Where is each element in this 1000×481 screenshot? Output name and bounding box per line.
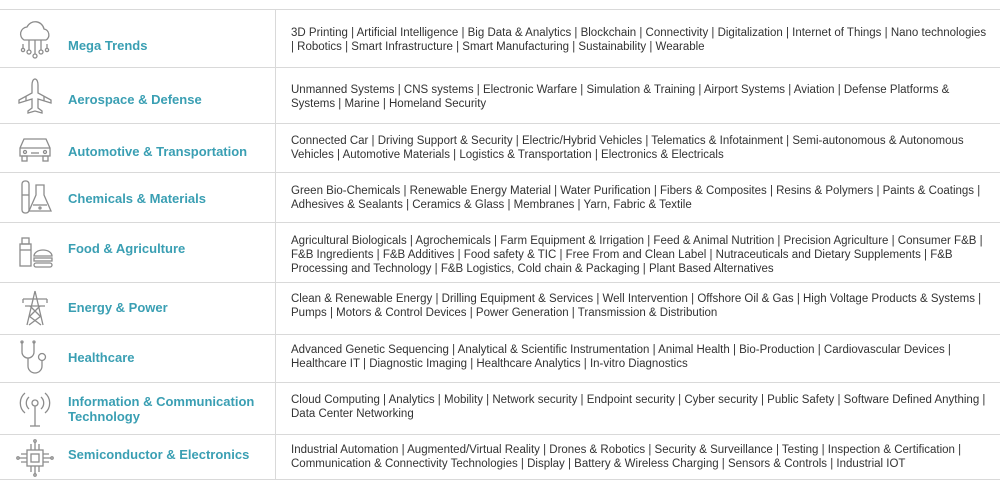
category-cell [0, 383, 276, 435]
category-label[interactable]: Food & Agriculture [68, 241, 186, 256]
category-description: Advanced Genetic Sequencing | Analytical & Scientific Instrumentation | Animal Health | Bio-Production | Cardiovascular Devices | Healthcare IT | Diagnostic Imaging | Healthcare Analytics | In-vitro Diagnostics [291, 344, 951, 370]
flask-icon [12, 175, 58, 221]
category-label[interactable]: Chemicals & Materials [68, 191, 207, 206]
cloud-network-icon [12, 16, 58, 62]
table-row-automotive-transportation [0, 123, 1000, 173]
category-cell [0, 223, 276, 283]
table-row-chemicals-materials [0, 172, 1000, 223]
category-label[interactable]: Semiconductor & Electronics [68, 447, 250, 462]
antenna-icon [12, 386, 58, 432]
category-label[interactable]: Aerospace & Defense [68, 92, 202, 107]
table-row-semiconductor-electronics [0, 434, 1000, 480]
category-description: Industrial Automation | Augmented/Virtual Reality | Drones & Robotics | Security & Surveillance | Testing | Inspection & Certification | Communication & Connectivity Technologies | Display | Battery & Wireless Charging | Sensors & Controls | Industrial IOT [291, 444, 962, 470]
category-description: Green Bio-Chemicals | Renewable Energy Material | Water Purification | Fibers & Composites | Resins & Polymers | Paints & Coatings | Adhesives & Sealants | Ceramics & Glass | Membranes | Yarn, Fabric & Textile [291, 185, 981, 211]
category-label[interactable]: Healthcare [68, 350, 135, 365]
category-description: Connected Car | Driving Support & Security | Electric/Hybrid Vehicles | Telematics & Infotainment | Semi-autonomous & Autonomous Vehicles | Automotive Materials | Logistics & Transportation | Electronics & Electricals [291, 135, 964, 161]
category-description: Unmanned Systems | CNS systems | Electronic Warfare | Simulation & Training | Airport Systems | Aviation | Defense Platforms & Systems | Marine | Homeland Security [291, 84, 950, 110]
category-label[interactable]: Information & Communication Technology [68, 394, 255, 424]
category-label[interactable]: Mega Trends [68, 38, 148, 53]
category-label[interactable]: Automotive & Transportation [68, 144, 248, 159]
category-cell [0, 335, 276, 383]
category-description: Clean & Renewable Energy | Drilling Equipment & Services | Well Intervention | Offshore Oil & Gas | High Voltage Products & Systems | Pumps | Motors & Control Devices | Power Generation | Transmission & Distribution [291, 293, 982, 319]
power-tower-icon [12, 286, 58, 332]
category-cell [0, 435, 276, 480]
category-cell [0, 68, 276, 124]
table-row-healthcare [0, 334, 1000, 383]
category-cell [0, 10, 276, 68]
table-row-energy-power [0, 282, 1000, 335]
category-description: Cloud Computing | Analytics | Mobility | Network security | Endpoint security | Cyber security | Public Safety | Software Defined Anything | Data Center Networking [291, 394, 986, 420]
category-cell [0, 173, 276, 223]
category-description: 3D Printing | Artificial Intelligence | Big Data & Analytics | Blockchain | Connectivity | Digitalization | Internet of Things | Nano technologies | Robotics | Smart Infrastructure | Smart Manufacturing | Sustainability | Wearable [291, 27, 987, 53]
table-row-food-agriculture [0, 222, 1000, 283]
chip-icon [12, 435, 58, 481]
category-cell [0, 124, 276, 173]
table-row-mega-trends [0, 9, 1000, 68]
car-icon [12, 126, 58, 172]
table-row-aerospace-defense [0, 67, 1000, 124]
stethoscope-icon [12, 336, 58, 382]
table-row-ict [0, 382, 1000, 435]
airplane-icon [12, 74, 58, 120]
food-icon [12, 230, 58, 276]
category-cell [0, 283, 276, 335]
category-description: Agricultural Biologicals | Agrochemicals | Farm Equipment & Irrigation | Feed & Animal Nutrition | Precision Agriculture | Consumer F&B | F&B Ingredients | F&B Additives | Food safety & TIC | Free From and Clean Label | Nutraceuticals and Dietary Supplements | F&B Processing and Technology | F&B Logistics, Cold chain & Packaging | Plant Based Alternatives [291, 235, 983, 275]
category-label[interactable]: Energy & Power [68, 300, 168, 315]
